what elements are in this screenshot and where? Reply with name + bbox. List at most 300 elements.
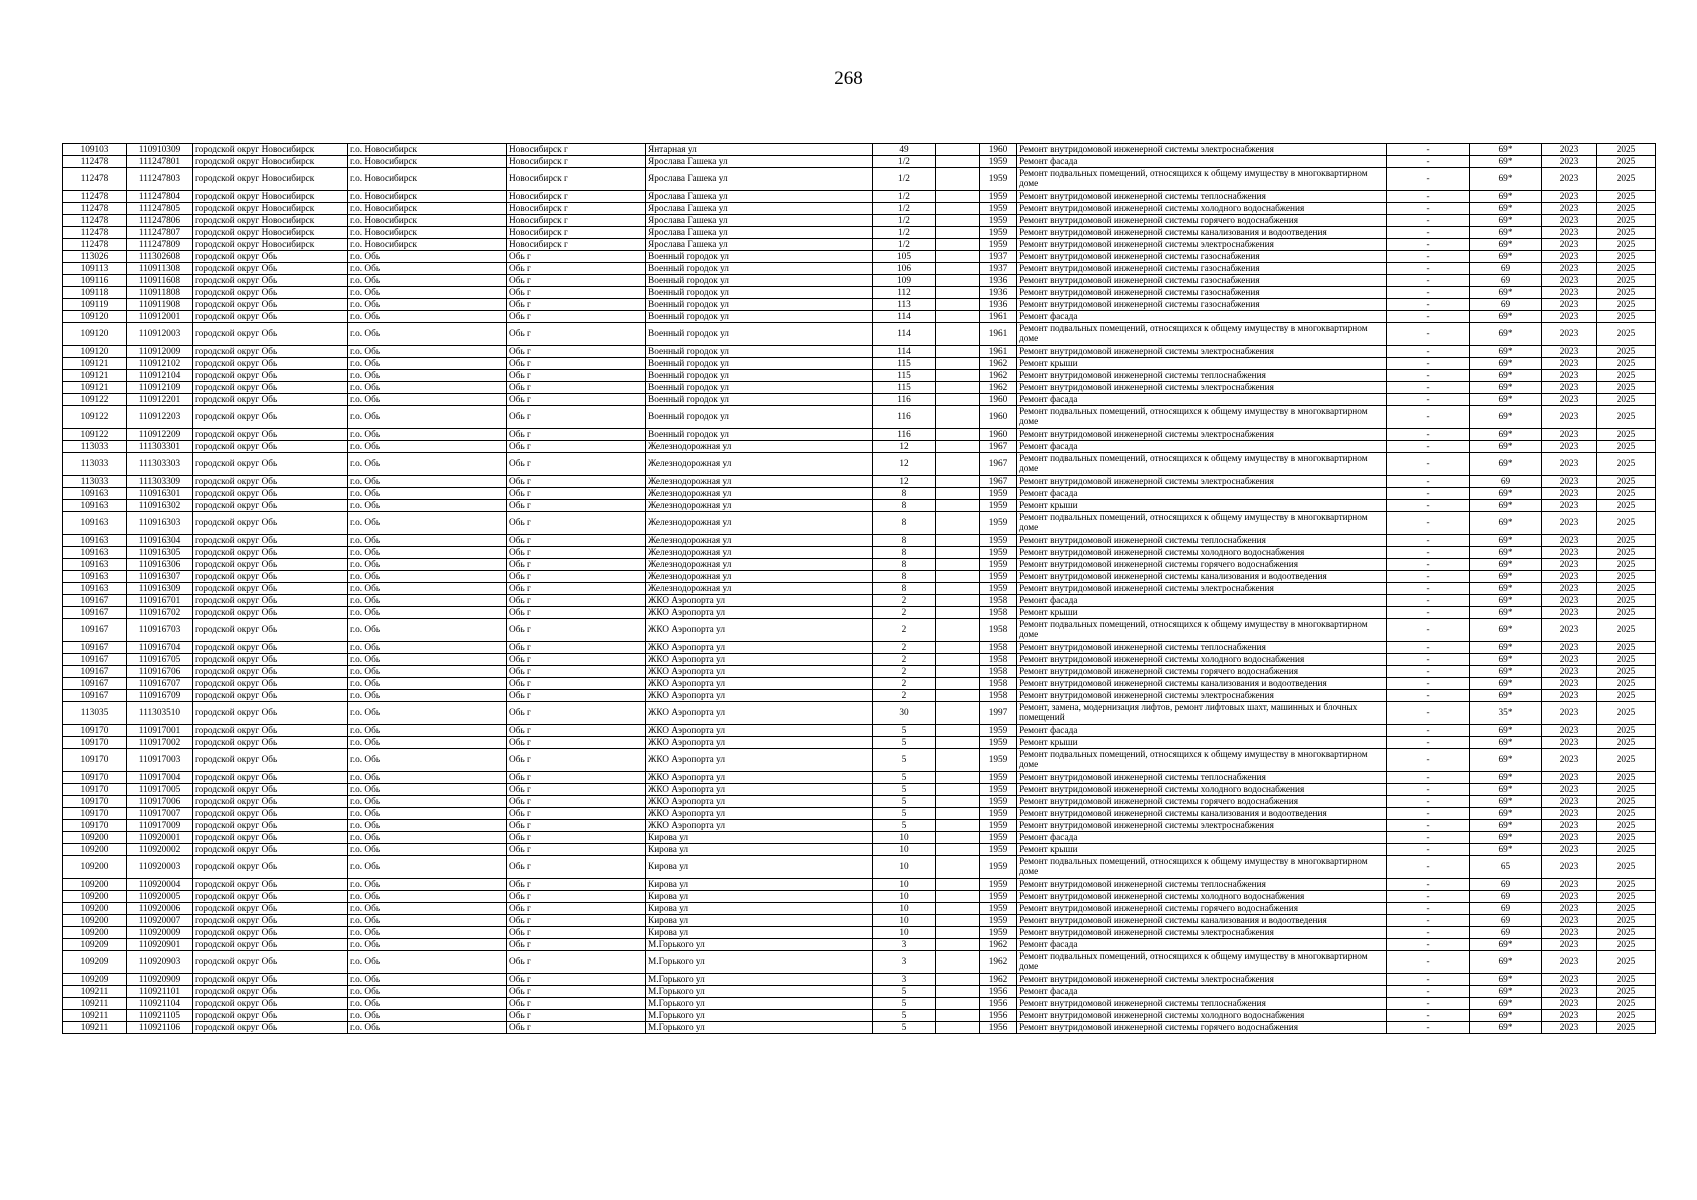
cell-municipality: г.о. Обь xyxy=(348,619,507,642)
cell-work-id: 110916705 xyxy=(127,654,193,666)
cell-wear: 69* xyxy=(1470,844,1542,856)
table-row xyxy=(63,678,1656,690)
cell-street: Кирова ул xyxy=(646,927,873,939)
table-row xyxy=(63,227,1656,239)
cell-building xyxy=(936,500,980,512)
cell-building xyxy=(936,666,980,678)
cell-locality: Обь г xyxy=(507,642,646,654)
cell-locality: Новосибирск г xyxy=(507,168,646,191)
table-row xyxy=(63,191,1656,203)
cell-building xyxy=(936,832,980,844)
cell-district: городской округ Обь xyxy=(193,406,348,429)
cell-work-id: 110916302 xyxy=(127,500,193,512)
cell-house-id: 109163 xyxy=(63,559,127,571)
cell-house-number: 8 xyxy=(873,500,936,512)
cell-house-id: 109163 xyxy=(63,571,127,583)
cell-house-number: 2 xyxy=(873,642,936,654)
cell-district: городской округ Обь xyxy=(193,559,348,571)
cell-extra: - xyxy=(1387,488,1470,500)
cell-municipality: г.о. Обь xyxy=(348,358,507,370)
cell-locality: Новосибирск г xyxy=(507,191,646,203)
cell-house-number: 2 xyxy=(873,666,936,678)
cell-work-id: 110912001 xyxy=(127,311,193,323)
cell-work-type: Ремонт внутридомовой инженерной системы электроснабжения xyxy=(1017,476,1387,488)
cell-locality: Обь г xyxy=(507,358,646,370)
cell-work-type: Ремонт внутридомовой инженерной системы электроснабжения xyxy=(1017,144,1387,156)
cell-house-id: 109170 xyxy=(63,737,127,749)
cell-year-start: 2023 xyxy=(1542,429,1597,441)
cell-house-id: 109163 xyxy=(63,535,127,547)
cell-district: городской округ Обь xyxy=(193,891,348,903)
cell-locality: Обь г xyxy=(507,927,646,939)
cell-year-end: 2025 xyxy=(1597,642,1656,654)
cell-wear: 69* xyxy=(1470,737,1542,749)
cell-wear: 69* xyxy=(1470,168,1542,191)
cell-year-end: 2025 xyxy=(1597,1022,1656,1034)
cell-work-id: 110921101 xyxy=(127,986,193,998)
cell-year-start: 2023 xyxy=(1542,607,1597,619)
cell-district: городской округ Обь xyxy=(193,690,348,702)
cell-house-number: 106 xyxy=(873,263,936,275)
cell-build-year: 1959 xyxy=(980,488,1017,500)
cell-district: городской округ Новосибирск xyxy=(193,156,348,168)
cell-extra: - xyxy=(1387,239,1470,251)
cell-street: Железнодорожная ул xyxy=(646,441,873,453)
cell-extra: - xyxy=(1387,156,1470,168)
cell-district: городской округ Обь xyxy=(193,856,348,879)
cell-house-number: 5 xyxy=(873,725,936,737)
cell-build-year: 1958 xyxy=(980,607,1017,619)
cell-house-id: 112478 xyxy=(63,227,127,239)
cell-district: городской округ Обь xyxy=(193,702,348,725)
cell-work-type: Ремонт внутридомовой инженерной системы горячего водоснабжения xyxy=(1017,559,1387,571)
cell-locality: Обь г xyxy=(507,690,646,702)
cell-extra: - xyxy=(1387,358,1470,370)
cell-extra: - xyxy=(1387,784,1470,796)
cell-year-start: 2023 xyxy=(1542,311,1597,323)
cell-municipality: г.о. Обь xyxy=(348,382,507,394)
cell-work-type: Ремонт внутридомовой инженерной системы электроснабжения xyxy=(1017,927,1387,939)
cell-work-id: 111247804 xyxy=(127,191,193,203)
cell-house-number: 5 xyxy=(873,1010,936,1022)
cell-house-number: 3 xyxy=(873,939,936,951)
cell-year-end: 2025 xyxy=(1597,879,1656,891)
cell-municipality: г.о. Обь xyxy=(348,547,507,559)
cell-year-start: 2023 xyxy=(1542,772,1597,784)
cell-house-number: 1/2 xyxy=(873,203,936,215)
cell-locality: Обь г xyxy=(507,666,646,678)
cell-house-id: 109113 xyxy=(63,263,127,275)
cell-district: городской округ Обь xyxy=(193,796,348,808)
cell-wear: 69* xyxy=(1470,370,1542,382)
cell-year-end: 2025 xyxy=(1597,168,1656,191)
cell-year-start: 2023 xyxy=(1542,690,1597,702)
cell-house-number: 116 xyxy=(873,406,936,429)
cell-work-type: Ремонт внутридомовой инженерной системы газоснабжения xyxy=(1017,251,1387,263)
cell-extra: - xyxy=(1387,808,1470,820)
cell-work-type: Ремонт внутридомовой инженерной системы холодного водоснабжения xyxy=(1017,547,1387,559)
cell-work-id: 110911808 xyxy=(127,287,193,299)
table-row xyxy=(63,808,1656,820)
cell-house-id: 109163 xyxy=(63,547,127,559)
cell-year-end: 2025 xyxy=(1597,559,1656,571)
cell-work-type: Ремонт внутридомовой инженерной системы канализования и водоотведения xyxy=(1017,571,1387,583)
cell-build-year: 1960 xyxy=(980,406,1017,429)
cell-year-end: 2025 xyxy=(1597,690,1656,702)
cell-work-type: Ремонт внутридомовой инженерной системы электроснабжения xyxy=(1017,690,1387,702)
cell-building xyxy=(936,429,980,441)
cell-building xyxy=(936,488,980,500)
cell-work-type: Ремонт подвальных помещений, относящихся к общему имуществу в многоквартирном доме xyxy=(1017,619,1387,642)
cell-work-id: 110921106 xyxy=(127,1022,193,1034)
cell-build-year: 1959 xyxy=(980,239,1017,251)
cell-district: городской округ Обь xyxy=(193,382,348,394)
cell-building xyxy=(936,239,980,251)
cell-work-id: 110912009 xyxy=(127,346,193,358)
cell-municipality: г.о. Обь xyxy=(348,678,507,690)
cell-extra: - xyxy=(1387,891,1470,903)
cell-house-id: 109167 xyxy=(63,678,127,690)
cell-house-number: 10 xyxy=(873,844,936,856)
cell-year-end: 2025 xyxy=(1597,382,1656,394)
cell-house-id: 113033 xyxy=(63,476,127,488)
table-row xyxy=(63,844,1656,856)
cell-work-id: 111303309 xyxy=(127,476,193,488)
cell-street: Военный городок ул xyxy=(646,287,873,299)
cell-year-end: 2025 xyxy=(1597,512,1656,535)
table-row xyxy=(63,263,1656,275)
table-row xyxy=(63,784,1656,796)
cell-municipality: г.о. Обь xyxy=(348,702,507,725)
cell-municipality: г.о. Обь xyxy=(348,725,507,737)
cell-house-number: 2 xyxy=(873,654,936,666)
cell-house-number: 2 xyxy=(873,595,936,607)
cell-house-number: 10 xyxy=(873,879,936,891)
cell-house-id: 113035 xyxy=(63,702,127,725)
cell-municipality: г.о. Обь xyxy=(348,784,507,796)
cell-extra: - xyxy=(1387,535,1470,547)
cell-municipality: г.о. Обь xyxy=(348,607,507,619)
cell-house-id: 109209 xyxy=(63,974,127,986)
cell-build-year: 1997 xyxy=(980,702,1017,725)
cell-house-id: 109167 xyxy=(63,690,127,702)
cell-extra: - xyxy=(1387,500,1470,512)
cell-build-year: 1959 xyxy=(980,832,1017,844)
cell-house-id: 109200 xyxy=(63,915,127,927)
cell-extra: - xyxy=(1387,191,1470,203)
cell-house-id: 112478 xyxy=(63,239,127,251)
cell-house-id: 109120 xyxy=(63,346,127,358)
cell-work-id: 110921104 xyxy=(127,998,193,1010)
cell-work-type: Ремонт крыши xyxy=(1017,500,1387,512)
cell-building xyxy=(936,737,980,749)
cell-work-type: Ремонт внутридомовой инженерной системы канализования и водоотведения xyxy=(1017,808,1387,820)
cell-year-start: 2023 xyxy=(1542,239,1597,251)
cell-work-id: 110920007 xyxy=(127,915,193,927)
cell-house-number: 10 xyxy=(873,903,936,915)
cell-year-start: 2023 xyxy=(1542,844,1597,856)
cell-extra: - xyxy=(1387,394,1470,406)
cell-year-start: 2023 xyxy=(1542,832,1597,844)
cell-municipality: г.о. Обь xyxy=(348,820,507,832)
cell-build-year: 1959 xyxy=(980,796,1017,808)
table-row xyxy=(63,690,1656,702)
cell-house-number: 1/2 xyxy=(873,215,936,227)
cell-house-number: 114 xyxy=(873,323,936,346)
cell-year-start: 2023 xyxy=(1542,299,1597,311)
cell-house-number: 3 xyxy=(873,951,936,974)
cell-wear: 69* xyxy=(1470,808,1542,820)
cell-district: городской округ Обь xyxy=(193,500,348,512)
cell-work-id: 110917005 xyxy=(127,784,193,796)
cell-municipality: г.о. Обь xyxy=(348,488,507,500)
cell-work-type: Ремонт внутридомовой инженерной системы горячего водоснабжения xyxy=(1017,215,1387,227)
cell-locality: Обь г xyxy=(507,311,646,323)
cell-year-start: 2023 xyxy=(1542,749,1597,772)
cell-year-end: 2025 xyxy=(1597,702,1656,725)
cell-district: городской округ Обь xyxy=(193,323,348,346)
cell-building xyxy=(936,915,980,927)
cell-year-end: 2025 xyxy=(1597,299,1656,311)
cell-extra: - xyxy=(1387,974,1470,986)
cell-district: городской округ Новосибирск xyxy=(193,168,348,191)
cell-house-number: 115 xyxy=(873,358,936,370)
cell-build-year: 1958 xyxy=(980,690,1017,702)
cell-district: городской округ Обь xyxy=(193,844,348,856)
cell-locality: Обь г xyxy=(507,607,646,619)
cell-extra: - xyxy=(1387,263,1470,275)
cell-work-id: 110916701 xyxy=(127,595,193,607)
cell-wear: 69* xyxy=(1470,191,1542,203)
cell-year-end: 2025 xyxy=(1597,358,1656,370)
cell-year-start: 2023 xyxy=(1542,559,1597,571)
cell-building xyxy=(936,203,980,215)
cell-build-year: 1959 xyxy=(980,915,1017,927)
cell-year-end: 2025 xyxy=(1597,239,1656,251)
cell-year-end: 2025 xyxy=(1597,370,1656,382)
cell-building xyxy=(936,784,980,796)
cell-year-start: 2023 xyxy=(1542,346,1597,358)
cell-house-number: 5 xyxy=(873,1022,936,1034)
cell-build-year: 1962 xyxy=(980,951,1017,974)
cell-year-end: 2025 xyxy=(1597,915,1656,927)
cell-wear: 69* xyxy=(1470,323,1542,346)
cell-locality: Обь г xyxy=(507,915,646,927)
cell-building xyxy=(936,891,980,903)
cell-wear: 69* xyxy=(1470,394,1542,406)
cell-locality: Обь г xyxy=(507,820,646,832)
cell-extra: - xyxy=(1387,796,1470,808)
table-row xyxy=(63,939,1656,951)
cell-municipality: г.о. Обь xyxy=(348,535,507,547)
cell-house-id: 109170 xyxy=(63,808,127,820)
cell-municipality: г.о. Новосибирск xyxy=(348,239,507,251)
cell-municipality: г.о. Обь xyxy=(348,571,507,583)
cell-municipality: г.о. Обь xyxy=(348,879,507,891)
cell-extra: - xyxy=(1387,346,1470,358)
cell-wear: 69* xyxy=(1470,287,1542,299)
table-row xyxy=(63,251,1656,263)
cell-year-start: 2023 xyxy=(1542,642,1597,654)
cell-build-year: 1936 xyxy=(980,275,1017,287)
cell-locality: Обь г xyxy=(507,951,646,974)
cell-work-id: 111247803 xyxy=(127,168,193,191)
cell-work-type: Ремонт внутридомовой инженерной системы газоснабжения xyxy=(1017,287,1387,299)
cell-wear: 69 xyxy=(1470,275,1542,287)
cell-build-year: 1962 xyxy=(980,974,1017,986)
cell-street: Ярослава Гашека ул xyxy=(646,156,873,168)
cell-house-id: 109167 xyxy=(63,595,127,607)
cell-extra: - xyxy=(1387,512,1470,535)
cell-work-id: 111303301 xyxy=(127,441,193,453)
cell-street: Военный городок ул xyxy=(646,346,873,358)
cell-year-end: 2025 xyxy=(1597,903,1656,915)
cell-work-id: 110916301 xyxy=(127,488,193,500)
cell-year-start: 2023 xyxy=(1542,891,1597,903)
cell-build-year: 1959 xyxy=(980,227,1017,239)
cell-work-type: Ремонт внутридомовой инженерной системы электроснабжения xyxy=(1017,820,1387,832)
cell-street: Военный городок ул xyxy=(646,251,873,263)
cell-work-type: Ремонт крыши xyxy=(1017,607,1387,619)
cell-work-id: 110911608 xyxy=(127,275,193,287)
cell-municipality: г.о. Обь xyxy=(348,441,507,453)
cell-house-id: 109122 xyxy=(63,429,127,441)
cell-locality: Обь г xyxy=(507,998,646,1010)
cell-build-year: 1959 xyxy=(980,215,1017,227)
cell-work-id: 110916707 xyxy=(127,678,193,690)
cell-locality: Обь г xyxy=(507,796,646,808)
cell-building xyxy=(936,168,980,191)
cell-locality: Обь г xyxy=(507,406,646,429)
cell-street: Кирова ул xyxy=(646,879,873,891)
cell-locality: Обь г xyxy=(507,832,646,844)
cell-work-type: Ремонт внутридомовой инженерной системы канализования и водоотведения xyxy=(1017,915,1387,927)
cell-house-number: 3 xyxy=(873,974,936,986)
cell-house-id: 109163 xyxy=(63,500,127,512)
cell-extra: - xyxy=(1387,820,1470,832)
cell-extra: - xyxy=(1387,642,1470,654)
cell-extra: - xyxy=(1387,595,1470,607)
cell-house-number: 8 xyxy=(873,512,936,535)
cell-work-id: 110921105 xyxy=(127,1010,193,1022)
cell-street: Железнодорожная ул xyxy=(646,571,873,583)
cell-street: Военный городок ул xyxy=(646,358,873,370)
cell-extra: - xyxy=(1387,702,1470,725)
cell-building xyxy=(936,275,980,287)
cell-house-id: 109119 xyxy=(63,299,127,311)
cell-year-end: 2025 xyxy=(1597,453,1656,476)
cell-locality: Обь г xyxy=(507,986,646,998)
cell-district: городской округ Обь xyxy=(193,654,348,666)
cell-locality: Обь г xyxy=(507,275,646,287)
cell-year-end: 2025 xyxy=(1597,346,1656,358)
cell-build-year: 1958 xyxy=(980,654,1017,666)
cell-building xyxy=(936,1010,980,1022)
cell-year-start: 2023 xyxy=(1542,654,1597,666)
cell-street: ЖКО Аэропорта ул xyxy=(646,737,873,749)
cell-house-number: 5 xyxy=(873,820,936,832)
cell-build-year: 1967 xyxy=(980,453,1017,476)
cell-locality: Обь г xyxy=(507,535,646,547)
cell-build-year: 1959 xyxy=(980,891,1017,903)
cell-work-type: Ремонт внутридомовой инженерной системы электроснабжения xyxy=(1017,346,1387,358)
cell-wear: 69* xyxy=(1470,358,1542,370)
cell-year-end: 2025 xyxy=(1597,429,1656,441)
cell-municipality: г.о. Обь xyxy=(348,512,507,535)
cell-municipality: г.о. Обь xyxy=(348,476,507,488)
table-row xyxy=(63,642,1656,654)
cell-build-year: 1959 xyxy=(980,749,1017,772)
cell-street: Железнодорожная ул xyxy=(646,453,873,476)
table-row xyxy=(63,535,1656,547)
table-row xyxy=(63,394,1656,406)
cell-year-end: 2025 xyxy=(1597,725,1656,737)
cell-work-id: 110916309 xyxy=(127,583,193,595)
cell-work-id: 110916306 xyxy=(127,559,193,571)
cell-municipality: г.о. Обь xyxy=(348,772,507,784)
cell-building xyxy=(936,607,980,619)
cell-house-number: 2 xyxy=(873,690,936,702)
cell-extra: - xyxy=(1387,856,1470,879)
cell-wear: 69* xyxy=(1470,666,1542,678)
table-row xyxy=(63,1022,1656,1034)
cell-year-start: 2023 xyxy=(1542,619,1597,642)
table-row xyxy=(63,666,1656,678)
cell-work-id: 110916704 xyxy=(127,642,193,654)
cell-locality: Обь г xyxy=(507,619,646,642)
cell-year-start: 2023 xyxy=(1542,808,1597,820)
cell-year-end: 2025 xyxy=(1597,666,1656,678)
cell-building xyxy=(936,986,980,998)
cell-municipality: г.о. Обь xyxy=(348,915,507,927)
table-row xyxy=(63,927,1656,939)
cell-wear: 69* xyxy=(1470,595,1542,607)
cell-house-id: 109170 xyxy=(63,725,127,737)
cell-locality: Обь г xyxy=(507,879,646,891)
cell-work-type: Ремонт внутридомовой инженерной системы холодного водоснабжения xyxy=(1017,654,1387,666)
cell-work-id: 110916304 xyxy=(127,535,193,547)
cell-house-number: 112 xyxy=(873,287,936,299)
cell-municipality: г.о. Обь xyxy=(348,346,507,358)
cell-build-year: 1961 xyxy=(980,323,1017,346)
cell-extra: - xyxy=(1387,951,1470,974)
cell-house-number: 1/2 xyxy=(873,227,936,239)
cell-wear: 69* xyxy=(1470,749,1542,772)
cell-year-end: 2025 xyxy=(1597,571,1656,583)
table-row xyxy=(63,358,1656,370)
cell-building xyxy=(936,263,980,275)
cell-extra: - xyxy=(1387,879,1470,891)
cell-year-end: 2025 xyxy=(1597,441,1656,453)
table-row xyxy=(63,951,1656,974)
cell-work-type: Ремонт внутридомовой инженерной системы электроснабжения xyxy=(1017,429,1387,441)
cell-work-type: Ремонт фасада xyxy=(1017,156,1387,168)
cell-building xyxy=(936,394,980,406)
cell-wear: 69* xyxy=(1470,215,1542,227)
cell-extra: - xyxy=(1387,203,1470,215)
cell-year-end: 2025 xyxy=(1597,784,1656,796)
table-row xyxy=(63,476,1656,488)
cell-extra: - xyxy=(1387,619,1470,642)
cell-street: Янтарная ул xyxy=(646,144,873,156)
cell-street: Военный городок ул xyxy=(646,429,873,441)
cell-house-id: 109121 xyxy=(63,358,127,370)
cell-work-id: 110912209 xyxy=(127,429,193,441)
cell-work-id: 110920009 xyxy=(127,927,193,939)
table-row xyxy=(63,311,1656,323)
cell-house-id: 109200 xyxy=(63,879,127,891)
cell-street: ЖКО Аэропорта ул xyxy=(646,772,873,784)
